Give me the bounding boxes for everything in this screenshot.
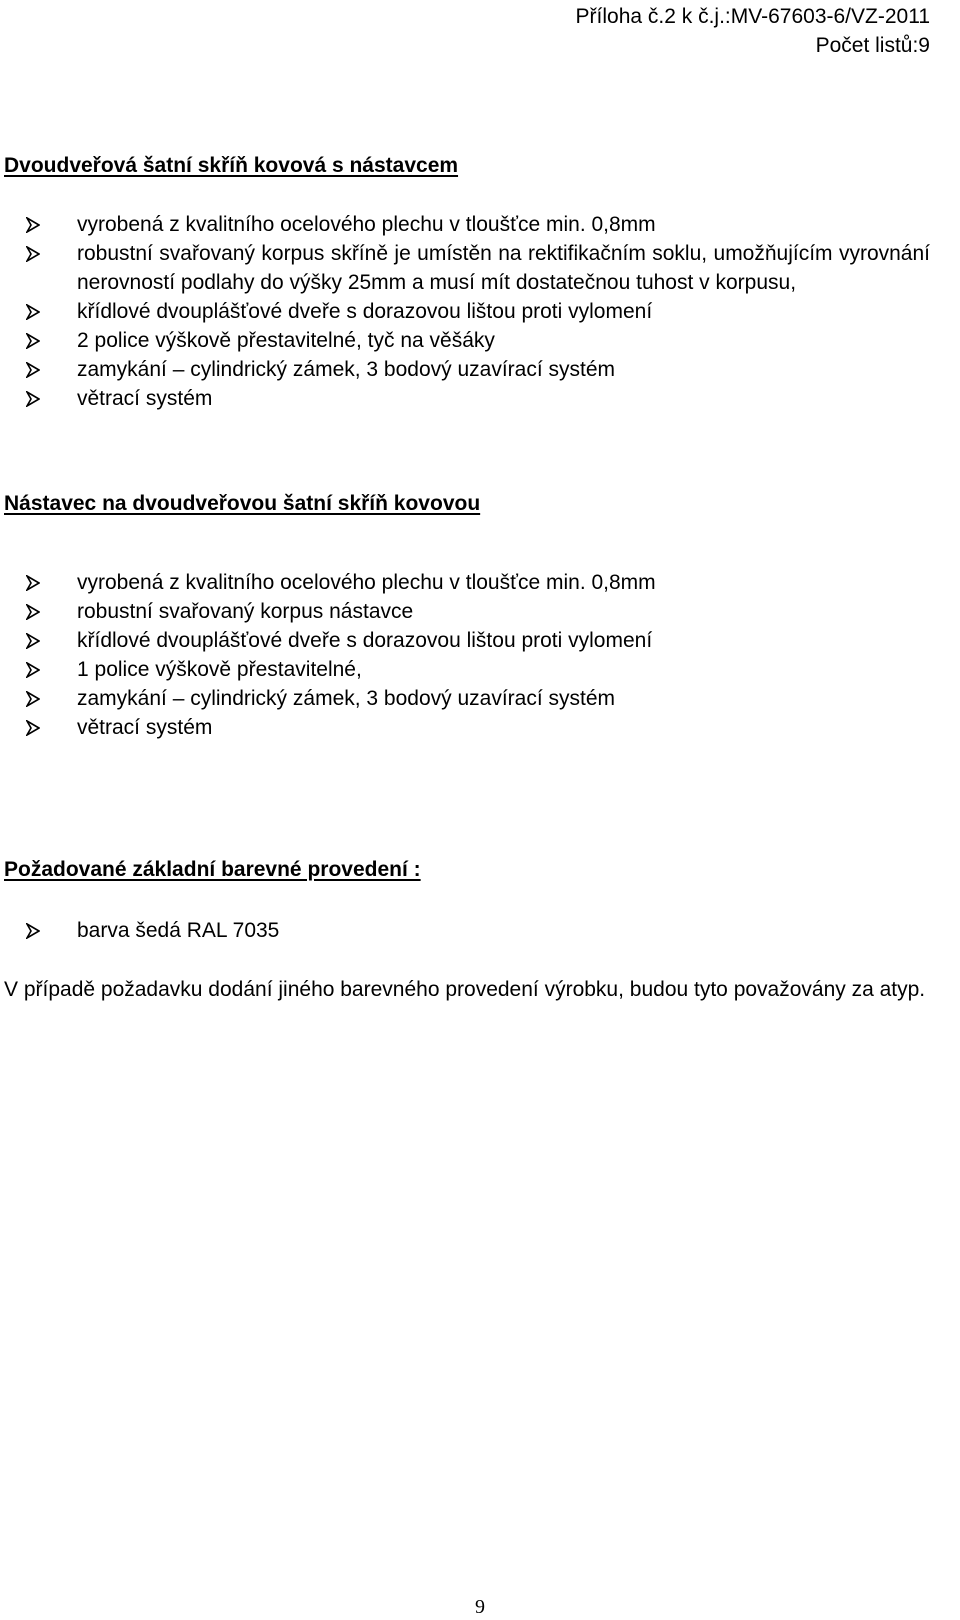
list-item [4,384,930,413]
color-spec-list [4,916,930,945]
list-item-text: větrací systém [77,387,213,410]
list-item-text: vyrobená z kvalitního ocelového plechu v tloušťce min. 0,8mm [77,213,656,236]
arrow-bullet-icon [26,662,40,678]
arrow-bullet-icon [26,391,40,407]
arrow-bullet-icon [26,217,40,233]
arrow-bullet-icon [26,333,40,349]
list-item-text: větrací systém [77,716,213,739]
section-title-top-unit: Nástavec na dvoudveřovou šatní skříň kovovou [4,492,481,515]
list-item-text: robustní svařovaný korpus skříně je umístěn na rektifikačním soklu, umožňujícím vyrovnání nerovností podlahy do výšky 25mm a musí mít dostatečnou tuhost v korpusu, [77,242,930,294]
arrow-bullet-icon [26,691,40,707]
list-item [4,326,930,355]
list-item-text: vyrobená z kvalitního ocelového plechu v tloušťce min. 0,8mm [77,571,656,594]
list-item-text: křídlové dvouplášťové dveře s dorazovou lištou proti vylomení [77,629,653,652]
list-item-text: barva šedá RAL 7035 [77,919,280,942]
arrow-bullet-icon [26,304,40,320]
arrow-bullet-icon [26,633,40,649]
list-item [4,597,930,626]
list-item [4,297,930,326]
list-item [4,684,930,713]
wardrobe-spec-list [4,210,930,413]
list-item-text: 2 police výškově přestavitelné, tyč na věšáky [77,329,495,352]
list-item [4,916,930,945]
page-number: 9 [475,1596,485,1618]
list-item [4,355,930,384]
list-item [4,655,930,684]
arrow-bullet-icon [26,246,40,262]
document-header [576,2,930,60]
list-item-text: robustní svařovaný korpus nástavce [77,600,414,623]
arrow-bullet-icon [26,604,40,620]
list-item [4,239,930,297]
arrow-bullet-icon [26,923,40,939]
list-item [4,210,930,239]
section-title-color: Požadované základní barevné provedení : [4,858,421,881]
section-title-wardrobe: Dvoudveřová šatní skříň kovová s nástavcem [4,154,459,177]
list-item [4,713,930,742]
arrow-bullet-icon [26,575,40,591]
arrow-bullet-icon [26,362,40,378]
color-note-paragraph: V případě požadavku dodání jiného barevného provedení výrobku, budou tyto považovány za atyp. [4,978,926,1001]
list-item-text: zamykání – cylindrický zámek, 3 bodový uzavírací systém [77,358,616,381]
list-item-text: zamykání – cylindrický zámek, 3 bodový uzavírací systém [77,687,616,710]
list-item [4,626,930,655]
list-item-text: křídlové dvouplášťové dveře s dorazovou lištou proti vylomení [77,300,653,323]
sheet-count: Počet listů:9 [815,34,930,57]
list-item [4,568,930,597]
document-reference: Příloha č.2 k č.j.:MV-67603-6/VZ-2011 [575,5,930,28]
arrow-bullet-icon [26,720,40,736]
top-unit-spec-list [4,568,930,742]
list-item-text: 1 police výškově přestavitelné, [77,658,362,681]
